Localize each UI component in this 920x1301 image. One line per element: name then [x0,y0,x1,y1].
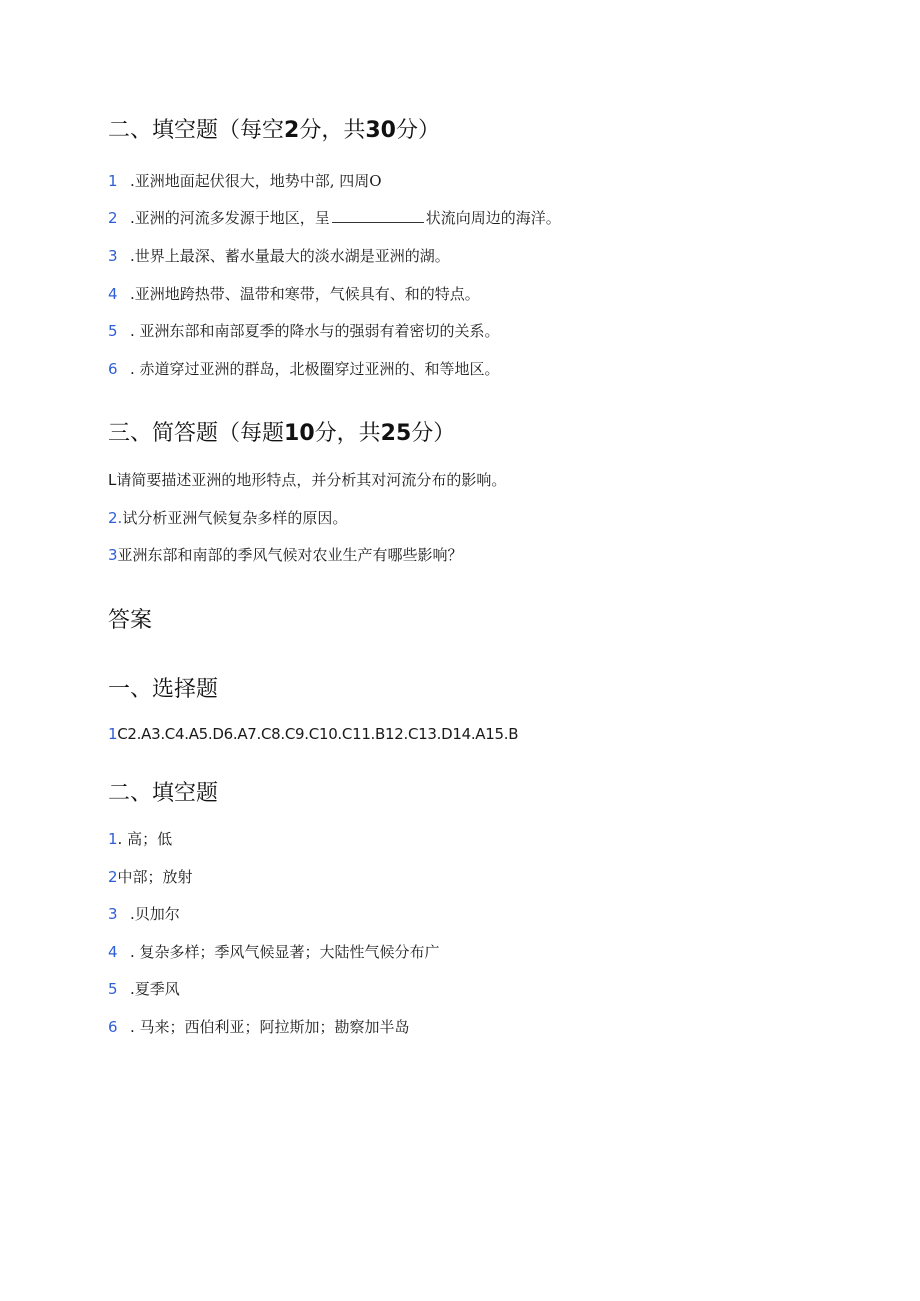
fill-answer-5 [108,979,180,999]
question-text: . 亚洲东部和南部夏季的降水与的强弱有着密切的关系。 [130,322,500,340]
answer-text: 中部；放射 [117,868,193,886]
fill-heading-points: 2 [284,118,300,143]
fill-heading-end: 分） [395,118,440,143]
question-text: .世界上最深、蓄水量最大的淡水湖是亚洲的湖。 [130,247,450,265]
answer-text: .贝加尔 [130,905,180,923]
fill-answer-6 [108,1017,410,1037]
short-heading-points: 10 [284,421,315,446]
short-question-2 [108,508,347,528]
fill-question-2 [108,208,561,228]
answer-number: 3 [108,905,118,923]
question-number: 2 [108,209,118,227]
choice-answer-text: C2.A3.C4.A5.D6.A7.C8.C9.C10.C11.B12.C13.D14.A15.B [117,725,519,743]
question-text: .亚洲地面起伏很大，地势中部, 四周O [130,172,382,190]
fill-answer-4 [108,942,440,962]
question-text: .亚洲的河流多发源于地区，呈 [130,209,330,227]
short-heading-total: 25 [380,421,412,446]
question-number: 5 [108,322,118,340]
short-heading-mid: 分，共 [314,421,381,446]
answer-number: 1 [108,830,118,848]
answer-blank [332,208,424,223]
short-question-3 [108,545,463,565]
question-number: 4 [108,285,118,303]
fill-question-4 [108,284,480,304]
short-question-1 [108,470,506,490]
short-answer-section-heading [108,421,455,447]
answer-text: .夏季风 [130,980,180,998]
answers-heading: 答案 [108,608,153,633]
question-number: 6 [108,360,118,378]
question-text: 亚洲东部和南部的季风气候对农业生产有哪些影响？ [117,546,463,564]
question-text: . 赤道穿过亚洲的群岛，北极圈穿过亚洲的、和等地区。 [130,360,500,378]
fill-question-5 [108,321,500,341]
question-text: .亚洲地跨热带、温带和寒带，气候具有、和的特点。 [130,285,480,303]
fill-question-1 [108,171,382,191]
answer-number: 2 [108,868,118,886]
answer-number: 6 [108,1018,118,1036]
answer-text: . 马来；西伯利亚；阿拉斯加；勘察加半岛 [130,1018,410,1036]
fill-heading-paren: （每空 [218,118,285,143]
choice-answers [108,724,518,744]
answer-number: 5 [108,980,118,998]
fill-heading-main: 二、填空题 [108,118,219,143]
fill-heading-mid: 分，共 [299,118,366,143]
answers-fill-heading: 二、填空题 [108,781,219,806]
fill-heading-total: 30 [365,118,396,143]
answer-text: . 高；低 [117,830,173,848]
question-text-tail: 状流向周边的海洋。 [425,209,561,227]
question-number: 2. [108,509,123,527]
question-number: 3 [108,247,118,265]
answers-choice-heading: 一、选择题 [108,677,219,702]
answer-text: . 复杂多样；季风气候显著；大陆性气候分布广 [130,943,440,961]
question-text: 试分析亚洲气候复杂多样的原因。 [122,509,348,527]
fill-question-6 [108,359,500,379]
fill-question-3 [108,246,450,266]
document-page [108,0,868,1301]
fill-answer-2 [108,867,193,887]
short-heading-main: 三、简答题 [108,421,219,446]
question-text: 请简要描述亚洲的地形特点，并分析其对河流分布的影响。 [116,471,507,489]
fill-answer-3 [108,904,180,924]
answer-number: 4 [108,943,118,961]
question-number: L [108,471,117,489]
short-heading-end: 分） [411,421,456,446]
short-heading-paren: （每题 [218,421,285,446]
fill-section-heading [108,118,440,144]
question-number: 3 [108,546,118,564]
question-number: 1 [108,172,118,190]
fill-answer-1 [108,829,172,849]
question-number: 1 [108,725,118,743]
